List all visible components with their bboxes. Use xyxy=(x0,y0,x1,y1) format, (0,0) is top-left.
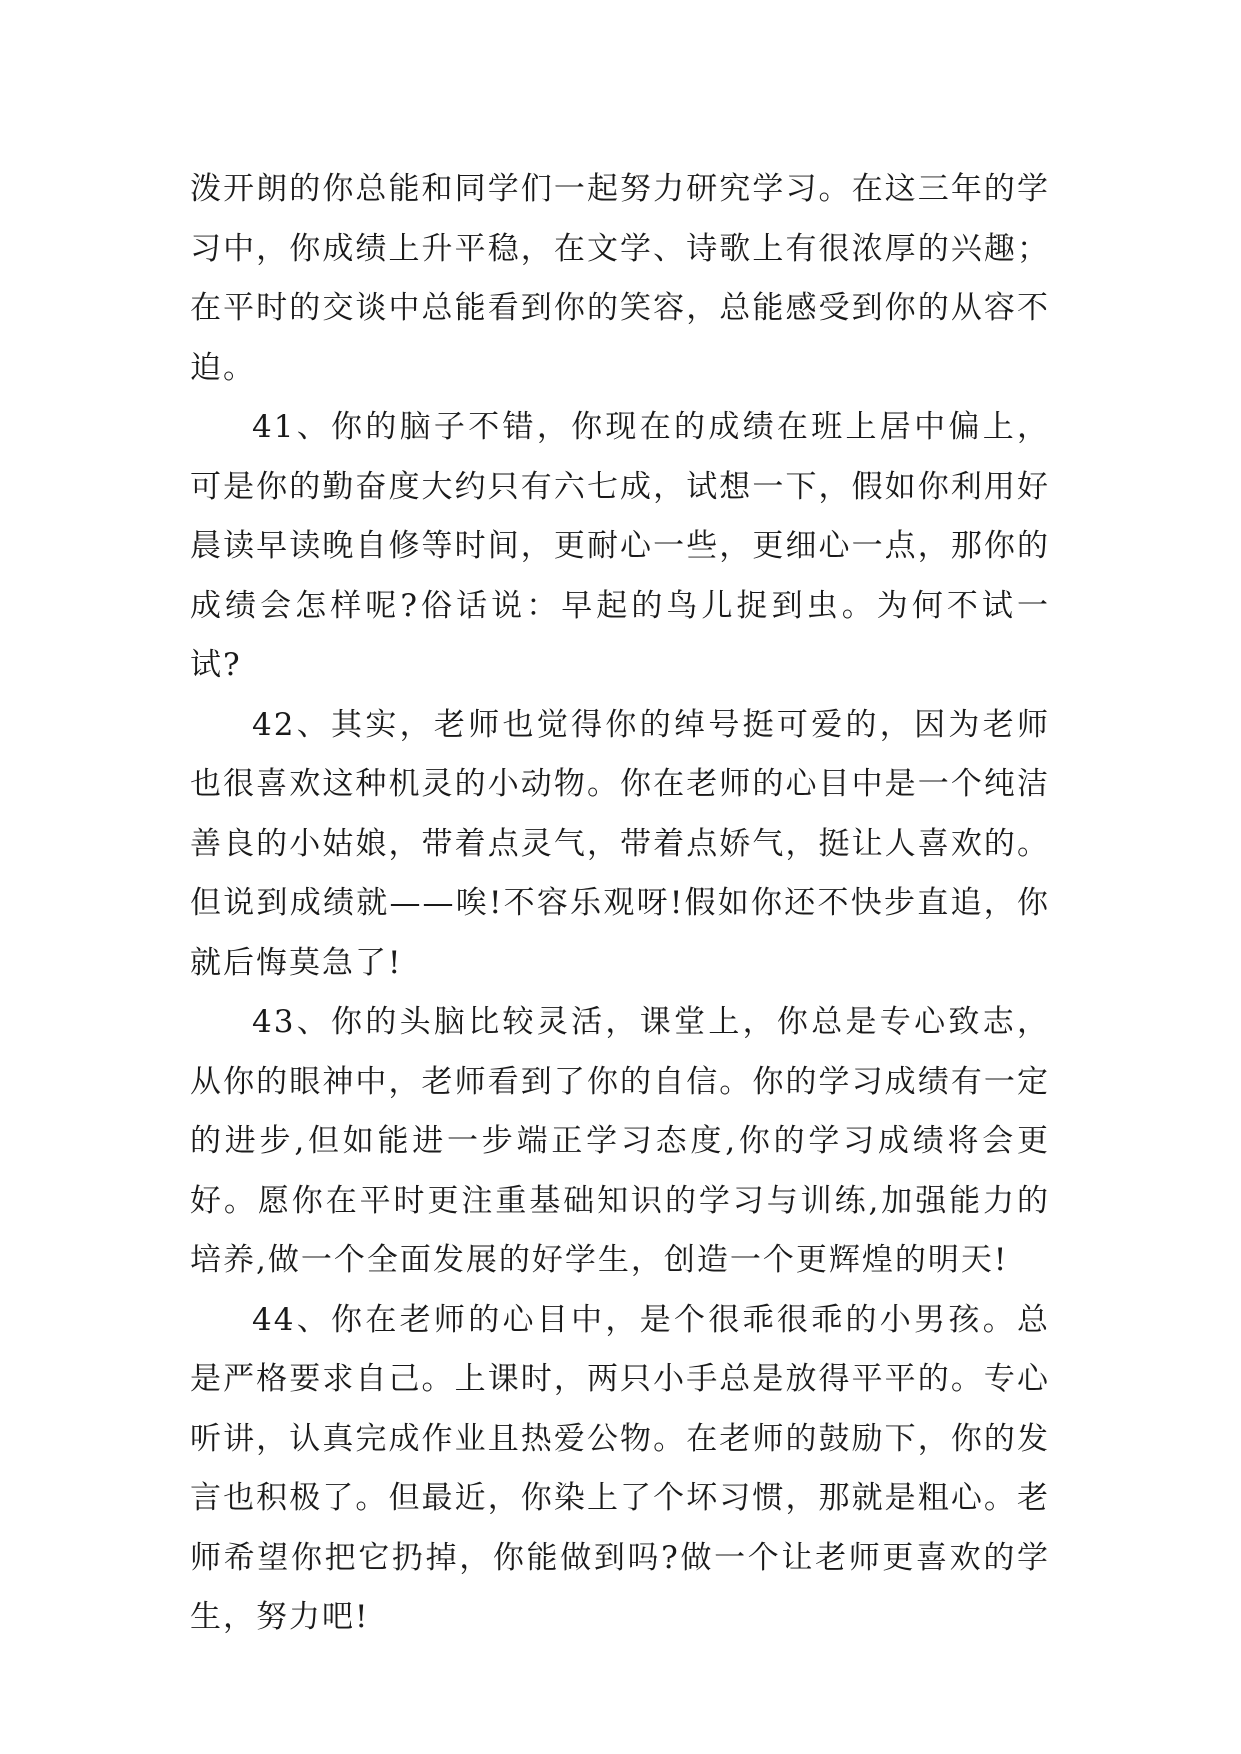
paragraph-44: 44、你在老师的心目中，是个很乖很乖的小男孩。总是严格要求自己。上课时，两只小手总是放得平平的。专心听讲，认真完成作业且热爱公物。在老师的鼓励下，你的发言也积极了。但最近，你染上了个坏习惯，那就是粗心。老师希望你把它扔掉，你能做到吗?做一个让老师更喜欢的学生，努力吧! xyxy=(190,1301,1050,1635)
document-body xyxy=(190,160,1050,1648)
paragraph-42: 42、其实，老师也觉得你的绰号挺可爱的，因为老师也很喜欢这种机灵的小动物。你在老师的心目中是一个纯洁善良的小姑娘，带着点灵气，带着点娇气，挺让人喜欢的。但说到成绩就——唉!不容乐观呀!假如你还不快步直追，你就后悔莫急了! xyxy=(190,706,1050,981)
paragraph-continued: 泼开朗的你总能和同学们一起努力研究学习。在这三年的学习中，你成绩上升平稳，在文学、诗歌上有很浓厚的兴趣；在平时的交谈中总能看到你的笑容，总能感受到你的从容不迫。 xyxy=(190,171,1050,386)
paragraph-43: 43、你的头脑比较灵活，课堂上，你总是专心致志，从你的眼神中，老师看到了你的自信。你的学习成绩有一定的进步,但如能进一步端正学习态度,你的学习成绩将会更好。愿你在平时更注重基础知识的学习与训练,加强能力的培养,做一个全面发展的好学生，创造一个更辉煌的明天! xyxy=(190,1004,1050,1278)
paragraph-41: 41、你的脑子不错，你现在的成绩在班上居中偏上，可是你的勤奋度大约只有六七成，试想一下，假如你利用好晨读早读晚自修等时间，更耐心一些，更细心一点，那你的成绩会怎样呢?俗话说：早起的鸟儿捉到虫。为何不试一试? xyxy=(190,409,1050,683)
